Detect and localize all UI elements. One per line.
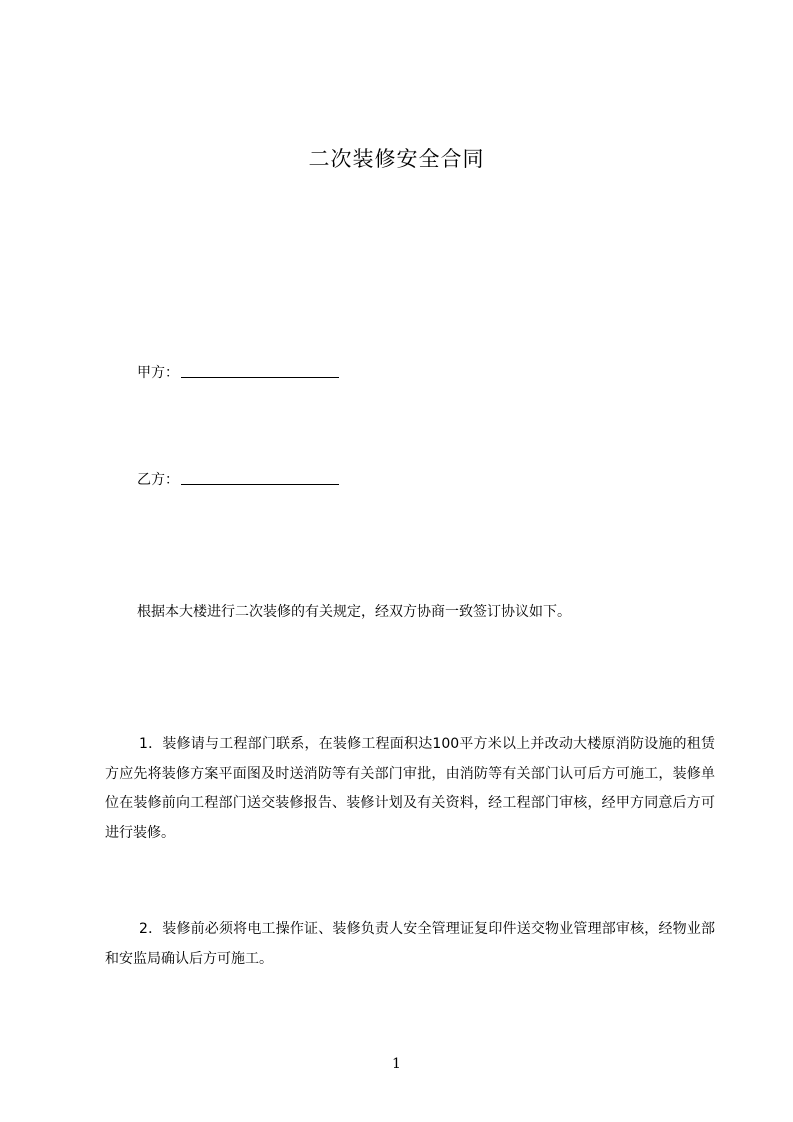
party-a-blank bbox=[181, 363, 339, 378]
document-title: 二次装修安全合同 bbox=[308, 147, 485, 171]
party-b-blank bbox=[181, 470, 339, 485]
party-a-label: 甲方： bbox=[137, 365, 179, 381]
clause-1: 1．装修请与工程部门联系，在装修工程面积达100平方米以上并改动大楼原消防设施的租赁方应先将装修方案平面图及时送消防等有关部门审批，由消防等有关部门认可后方可施工，装修单位在装修前向工程部门送交装修报告、装修计划及有关资料，经工程部门审核，经甲方同意后方可进行装修。 bbox=[105, 736, 715, 841]
party-b-label: 乙方： bbox=[137, 472, 179, 488]
party-b-line bbox=[137, 470, 339, 490]
page-number: 1 bbox=[392, 1056, 401, 1072]
intro-paragraph: 根据本大楼进行二次装修的有关规定，经双方协商一致签订协议如下。 bbox=[137, 604, 571, 620]
clause-2: 2．装修前必须将电工操作证、装修负责人安全管理证复印件送交物业管理部审核，经物业部和安监局确认后方可施工。 bbox=[105, 921, 715, 967]
party-a-line bbox=[137, 363, 339, 383]
